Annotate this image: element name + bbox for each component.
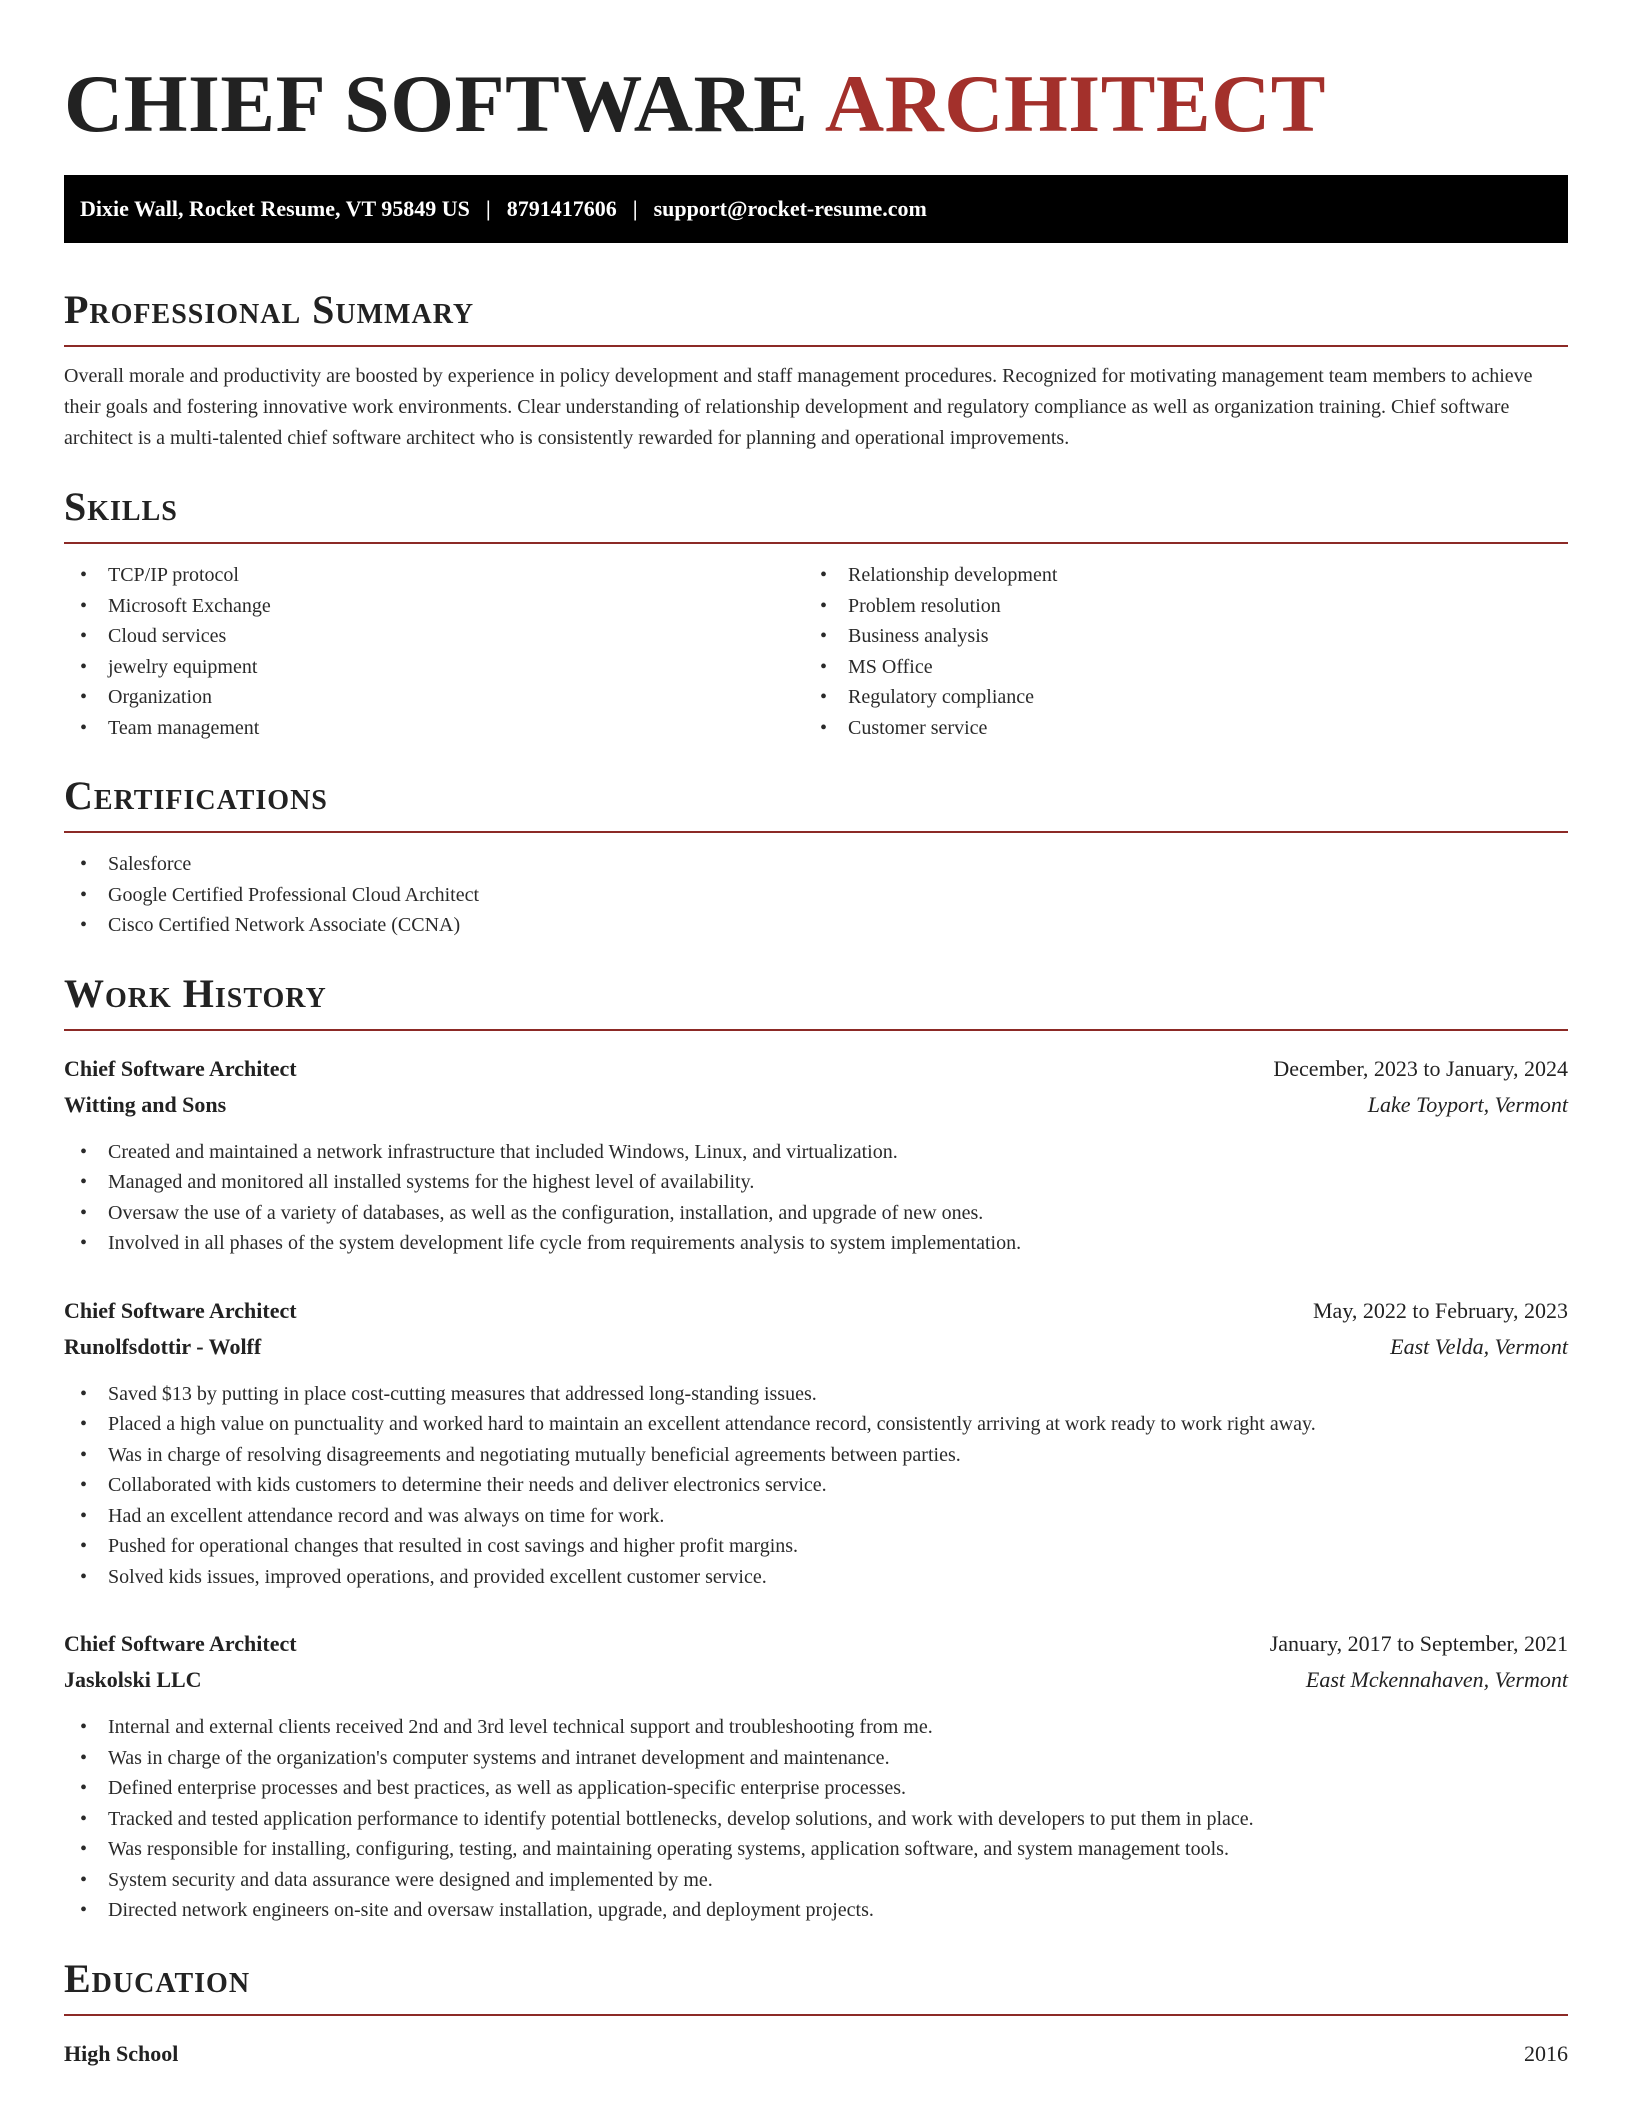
job-bullet: • Oversaw the use of a variety of databases, as well as the configuration, installation, and upgrade of new ones. bbox=[64, 1198, 1568, 1229]
job-role: Chief Software Architect bbox=[64, 1055, 297, 1081]
job-company-row bbox=[64, 1087, 1568, 1123]
skill-item: • Customer service bbox=[804, 713, 1544, 744]
job-role: Chief Software Architect bbox=[64, 1631, 297, 1656]
job-location: East Mckennahaven, Vermont bbox=[1305, 1667, 1568, 1692]
contact-separator: | bbox=[485, 196, 491, 221]
job-bullet: • Was in charge of the organization's computer systems and intranet development and maintenance. bbox=[64, 1743, 1568, 1774]
skill-item: • Relationship development bbox=[804, 560, 1544, 591]
skill-item: • Microsoft Exchange bbox=[64, 591, 804, 622]
job-entry bbox=[64, 1293, 1568, 1593]
section-title-education: Education bbox=[64, 1956, 1568, 2016]
contact-address: Dixie Wall, Rocket Resume, VT 95849 US bbox=[80, 196, 470, 221]
skill-item: • jewelry equipment bbox=[64, 652, 804, 683]
title-accent: ARCHITECT bbox=[824, 58, 1326, 149]
education-degree: High School bbox=[64, 2040, 179, 2066]
skills-list-left bbox=[64, 560, 804, 743]
job-dates: January, 2017 to September, 2021 bbox=[1269, 1631, 1568, 1656]
job-company: Jaskolski LLC bbox=[64, 1667, 202, 1692]
job-bullet: • Collaborated with kids customers to determine their needs and deliver electronics service. bbox=[64, 1470, 1568, 1501]
job-bullet: • System security and data assurance were designed and implemented by me. bbox=[64, 1865, 1568, 1896]
skills-list-right bbox=[804, 560, 1544, 743]
job-bullets bbox=[64, 1137, 1568, 1259]
job-entry bbox=[64, 1051, 1568, 1259]
job-bullet: • Directed network engineers on-site and oversaw installation, upgrade, and deployment projects. bbox=[64, 1895, 1568, 1926]
skill-item: • Business analysis bbox=[804, 621, 1544, 652]
contact-separator: | bbox=[632, 196, 638, 221]
section-title-summary: Professional Summary bbox=[64, 287, 1568, 347]
job-role: Chief Software Architect bbox=[64, 1297, 297, 1323]
summary-text: Overall morale and productivity are boosted by experience in policy development and staff management procedures. Recognized for motivating management team members to achieve their goals and fostering innovative work environments. Clear understanding of relationship development and regulatory compliance as well as organization training. Chief software architect is a multi-talented chief software architect who is consistently rewarded for planning and operational improvements. bbox=[64, 365, 1533, 449]
certifications-list bbox=[64, 849, 1568, 941]
education-year: 2016 bbox=[1524, 2040, 1568, 2066]
education-entry bbox=[64, 2036, 1568, 2072]
job-header-row bbox=[64, 1293, 1568, 1329]
job-company: Runolfsdottir - Wolff bbox=[64, 1333, 262, 1359]
education-row bbox=[64, 2036, 1568, 2072]
job-bullet: • Defined enterprise processes and best practices, as well as application-specific enterprise processes. bbox=[64, 1773, 1568, 1804]
job-company: Witting and Sons bbox=[64, 1091, 227, 1117]
job-header-row bbox=[64, 1051, 1568, 1087]
job-bullet: • Saved $13 by putting in place cost-cutting measures that addressed long-standing issues. bbox=[64, 1379, 1568, 1410]
job-company-row bbox=[64, 1329, 1568, 1365]
job-header-row bbox=[64, 1626, 1568, 1662]
job-bullet: • Tracked and tested application performance to identify potential bottlenecks, develop solutions, and work with developers to put them in place. bbox=[64, 1804, 1568, 1835]
job-bullet: • Was responsible for installing, configuring, testing, and maintaining operating systems, application software, and system management tools. bbox=[64, 1834, 1568, 1865]
job-location: Lake Toyport, Vermont bbox=[1367, 1091, 1568, 1117]
contact-phone: 8791417606 bbox=[506, 196, 617, 221]
skill-item: • Organization bbox=[64, 682, 804, 713]
job-company-row bbox=[64, 1662, 1568, 1698]
skill-item: • Regulatory compliance bbox=[804, 682, 1544, 713]
job-bullet: • Involved in all phases of the system development life cycle from requirements analysis to system implementation. bbox=[64, 1228, 1568, 1259]
job-dates: May, 2022 to February, 2023 bbox=[1313, 1297, 1568, 1323]
job-bullet: • Was in charge of resolving disagreements and negotiating mutually beneficial agreements between parties. bbox=[64, 1440, 1568, 1471]
job-entry bbox=[64, 1626, 1568, 1926]
skill-item: • Team management bbox=[64, 713, 804, 744]
job-bullets bbox=[64, 1712, 1568, 1926]
section-title-work-history: Work History bbox=[64, 971, 1568, 1031]
job-location: East Velda, Vermont bbox=[1390, 1333, 1568, 1359]
job-bullet: • Managed and monitored all installed systems for the highest level of availability. bbox=[64, 1167, 1568, 1198]
job-bullet: • Created and maintained a network infrastructure that included Windows, Linux, and virtualization. bbox=[64, 1137, 1568, 1168]
contact-bar bbox=[64, 175, 1568, 243]
contact-email: support@rocket-resume.com bbox=[653, 196, 927, 221]
page-title bbox=[64, 58, 1568, 150]
skill-item: • TCP/IP protocol bbox=[64, 560, 804, 591]
skills-columns bbox=[64, 560, 1568, 743]
certification-item: • Google Certified Professional Cloud Architect bbox=[64, 880, 1568, 911]
section-title-certifications: Certifications bbox=[64, 773, 1568, 833]
certification-item: • Salesforce bbox=[64, 849, 1568, 880]
section-title-skills: Skills bbox=[64, 484, 1568, 544]
skill-item: • Problem resolution bbox=[804, 591, 1544, 622]
skill-item: • Cloud services bbox=[64, 621, 804, 652]
certification-item: • Cisco Certified Network Associate (CCNA) bbox=[64, 910, 1568, 941]
title-main: CHIEF SOFTWARE bbox=[64, 58, 809, 149]
job-bullet: • Internal and external clients received 2nd and 3rd level technical support and troubleshooting from me. bbox=[64, 1712, 1568, 1743]
job-bullet: • Solved kids issues, improved operations, and provided excellent customer service. bbox=[64, 1562, 1568, 1593]
job-bullet: • Placed a high value on punctuality and worked hard to maintain an excellent attendance record, consistently arriving at work ready to work right away. bbox=[64, 1409, 1568, 1440]
job-bullets bbox=[64, 1379, 1568, 1593]
job-dates: December, 2023 to January, 2024 bbox=[1273, 1055, 1568, 1081]
job-bullet: • Had an excellent attendance record and was always on time for work. bbox=[64, 1501, 1568, 1532]
job-bullet: • Pushed for operational changes that resulted in cost savings and higher profit margins. bbox=[64, 1531, 1568, 1562]
skill-item: • MS Office bbox=[804, 652, 1544, 683]
